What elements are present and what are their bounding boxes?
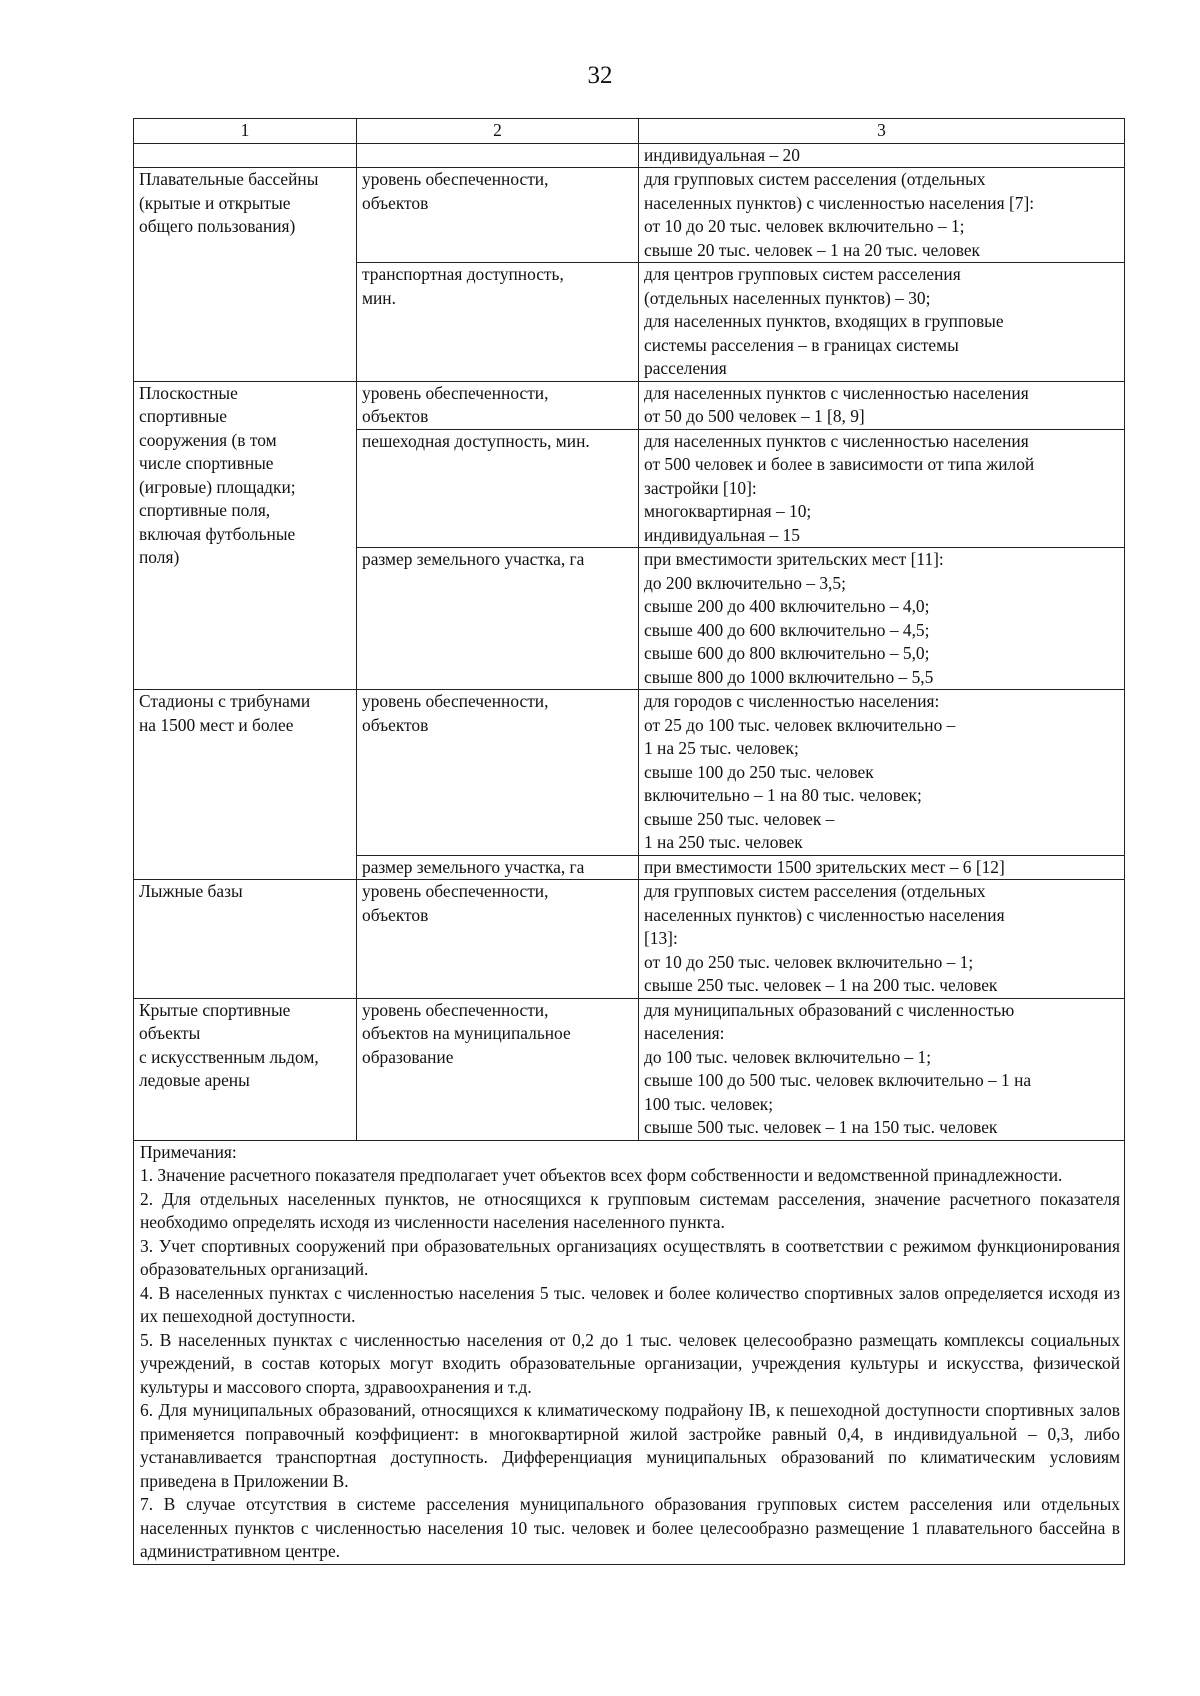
value-cell-line: от 500 человек и более в зависимости от типа жилой xyxy=(644,454,1035,474)
value-cell-line: для групповых систем расселения (отдельных xyxy=(644,169,986,189)
value-cell-line: застройки [10]: xyxy=(644,477,757,498)
value-cell-line: [13]: xyxy=(644,928,678,948)
object-cell-line: Лыжные базы xyxy=(139,881,243,901)
indicator-cell-line: уровень обеспеченности, xyxy=(362,382,549,403)
value-cell-line: расселения xyxy=(644,358,727,378)
header-col-2: 2 xyxy=(357,119,639,144)
indicator-cell xyxy=(357,263,639,382)
value-cell-line: населения: xyxy=(644,1023,725,1043)
value-cell-line: для населенных пунктов с численностью населения xyxy=(644,430,1029,451)
value-cell-line: для муниципальных образований с численностью xyxy=(644,999,1015,1020)
table-row xyxy=(134,690,1125,856)
object-cell-line: Крытые спортивные xyxy=(139,999,291,1020)
value-cell-line: до 200 включительно – 3,5; xyxy=(644,572,846,593)
table-row xyxy=(134,880,1125,999)
object-cell-line: числе спортивные xyxy=(139,453,274,473)
object-cell xyxy=(134,381,357,690)
indicator-cell-line: образование xyxy=(362,1046,454,1067)
indicator-cell xyxy=(357,548,639,690)
value-cell xyxy=(639,429,1125,548)
value-cell-line: от 50 до 500 человек – 1 [8, 9] xyxy=(644,406,865,426)
indicator-cell xyxy=(357,998,639,1140)
indicator-cell xyxy=(357,381,639,429)
continuation-row xyxy=(134,143,1125,168)
value-cell-line: (отдельных населенных пунктов) – 30; xyxy=(644,287,931,308)
object-cell xyxy=(134,143,357,168)
value-cell-line: от 25 до 100 тыс. человек включительно – xyxy=(644,714,956,735)
value-cell-line: для городов с численностью населения: xyxy=(644,691,940,711)
note-item: 3. Учет спортивных сооружений при образовательных организациях осуществлять в соответствии с режимом функционирования образовательных организаций. xyxy=(140,1235,1120,1279)
object-cell xyxy=(134,880,357,999)
note-item: 7. В случае отсутствия в системе расселения муниципального образования групповых систем расселения или отдельных населенных пунктов с численностью населения 10 тыс. человек и более целесообразно размещение 1 плавательного бассейна в административном центре. xyxy=(140,1494,1120,1561)
value-cell-line: населенных пунктов) с численностью населения xyxy=(644,904,1005,925)
value-cell-line: свыше 500 тыс. человек – 1 на 150 тыс. человек xyxy=(644,1117,998,1137)
object-cell-line: ледовые арены xyxy=(139,1070,250,1090)
indicator-cell-line: уровень обеспеченности, xyxy=(362,999,549,1020)
object-cell-line: Плоскостные xyxy=(139,382,238,403)
value-cell-line: до 100 тыс. человек включительно – 1; xyxy=(644,1046,932,1067)
notes-row xyxy=(134,1140,1125,1564)
indicator-cell-line: уровень обеспеченности, xyxy=(362,169,549,189)
indicator-cell-line: размер земельного участка, га xyxy=(362,549,585,569)
value-cell-line: 1 на 25 тыс. человек; xyxy=(644,738,799,758)
value-cell-line: для населенных пунктов с численностью населения xyxy=(644,382,1029,403)
indicator-cell-line: объектов xyxy=(362,904,429,925)
object-cell-line: спортивные xyxy=(139,406,228,426)
value-cell-line: индивидуальная – 20 xyxy=(644,144,800,165)
value-cell-line: 100 тыс. человек; xyxy=(644,1093,774,1114)
value-cell xyxy=(639,143,1125,168)
value-cell-line: системы расселения – в границах системы xyxy=(644,334,959,355)
note-item: 5. В населенных пунктах с численностью населения от 0,2 до 1 тыс. человек целесообразно размещать комплексы социальных учреждений, в состав которых могут входить образовательные организации, учреждения культуры и искусства, физической культуры и массового спорта, здравоохранения и т.д. xyxy=(140,1329,1120,1397)
object-cell-line: поля) xyxy=(139,547,180,567)
note-item: 1. Значение расчетного показателя предполагает учет объектов всех форм собственности и ведомственной принадлежности. xyxy=(140,1165,1063,1185)
value-cell xyxy=(639,880,1125,999)
value-cell-line: населенных пунктов) с численностью населения [7]: xyxy=(644,192,1035,213)
indicator-cell-line: мин. xyxy=(362,287,396,308)
value-cell xyxy=(639,548,1125,690)
indicator-cell-line: объектов на муниципальное xyxy=(362,1023,571,1043)
value-cell-line: включительно – 1 на 80 тыс. человек; xyxy=(644,785,922,805)
indicator-cell xyxy=(357,429,639,548)
value-cell-line: 1 на 250 тыс. человек xyxy=(644,832,803,852)
object-cell xyxy=(134,998,357,1140)
indicator-cell-line: уровень обеспеченности, xyxy=(362,881,549,901)
value-cell-line: индивидуальная – 15 xyxy=(644,524,800,545)
object-cell xyxy=(134,690,357,880)
value-cell-line: свыше 600 до 800 включительно – 5,0; xyxy=(644,643,930,663)
object-cell-line: спортивные поля, xyxy=(139,500,271,520)
value-cell xyxy=(639,998,1125,1140)
value-cell-line: при вместимости 1500 зрительских мест – 6 [12] xyxy=(644,856,1005,877)
indicator-cell-line: уровень обеспеченности, xyxy=(362,691,549,711)
indicator-cell-line: пешеходная доступность, мин. xyxy=(362,430,590,451)
table-row xyxy=(134,998,1125,1140)
value-cell-line: при вместимости зрительских мест [11]: xyxy=(644,549,944,569)
note-item: 2. Для отдельных населенных пунктов, не относящихся к групповым системам расселения, значение расчетного показателя необходимо определять исходя из численности населения населенного пункта. xyxy=(140,1188,1120,1232)
indicator-cell xyxy=(357,690,639,856)
object-cell-line: объекты xyxy=(139,1023,201,1043)
indicator-cell-line: объектов xyxy=(362,714,429,735)
object-cell-line: (крытые и открытые xyxy=(139,192,291,213)
note-item: 6. Для муниципальных образований, относящихся к климатическому подрайону IВ, к пешеходной доступности спортивных залов применяется поправочный коэффициент: в многоквартирной жилой застройке равный 0,4, в индивидуальной – 0,3, либо устанавливается транспортная доступность. Дифференциация муниципальных образований по климатическим условиям приведена в Приложении В. xyxy=(140,1400,1120,1491)
indicator-cell xyxy=(357,143,639,168)
value-cell-line: свыше 800 до 1000 включительно – 5,5 xyxy=(644,666,934,687)
object-cell-line: общего пользования) xyxy=(139,216,296,236)
table-row xyxy=(134,168,1125,263)
indicator-cell-line: транспортная доступность, xyxy=(362,264,564,284)
value-cell-line: для населенных пунктов, входящих в групповые xyxy=(644,311,1004,331)
value-cell-line: свыше 100 до 500 тыс. человек включительно – 1 на xyxy=(644,1070,1032,1090)
object-cell-line: (игровые) площадки; xyxy=(139,476,296,497)
object-cell-line: Плавательные бассейны xyxy=(139,169,319,189)
indicator-cell-line: размер земельного участка, га xyxy=(362,856,585,877)
indicator-cell xyxy=(357,168,639,263)
value-cell-line: свыше 20 тыс. человек – 1 на 20 тыс. человек xyxy=(644,239,980,260)
header-col-3: 3 xyxy=(639,119,1125,144)
value-cell-line: от 10 до 250 тыс. человек включительно – 1; xyxy=(644,951,974,972)
value-cell-line: свыше 200 до 400 включительно – 4,0; xyxy=(644,596,930,616)
header-row xyxy=(134,119,1125,144)
object-cell-line: на 1500 мест и более xyxy=(139,714,294,735)
notes-cell xyxy=(134,1140,1125,1564)
value-cell xyxy=(639,690,1125,856)
object-cell-line: сооружения (в том xyxy=(139,429,277,450)
value-cell-line: свыше 250 тыс. человек – 1 на 200 тыс. человек xyxy=(644,975,998,995)
header-col-1: 1 xyxy=(134,119,357,144)
indicator-cell xyxy=(357,880,639,999)
value-cell xyxy=(639,168,1125,263)
value-cell-line: от 10 до 20 тыс. человек включительно – 1; xyxy=(644,216,965,236)
value-cell xyxy=(639,263,1125,382)
object-cell-line: Стадионы с трибунами xyxy=(139,691,311,711)
value-cell-line: свыше 400 до 600 включительно – 4,5; xyxy=(644,619,930,640)
indicator-cell xyxy=(357,855,639,880)
value-cell-line: многоквартирная – 10; xyxy=(644,501,812,521)
value-cell-line: свыше 250 тыс. человек – xyxy=(644,808,835,829)
value-cell-line: для центров групповых систем расселения xyxy=(644,264,961,284)
page-number: 32 xyxy=(587,62,613,89)
value-cell xyxy=(639,381,1125,429)
table-row xyxy=(134,381,1125,429)
value-cell xyxy=(639,855,1125,880)
note-item: 4. В населенных пунктах с численностью населения 5 тыс. человек и более количество спортивных залов определяется исходя из их пешеходной доступности. xyxy=(140,1282,1120,1326)
indicator-cell-line: объектов xyxy=(362,406,429,426)
indicator-cell-line: объектов xyxy=(362,192,429,213)
table-body xyxy=(134,119,1125,1565)
value-cell-line: свыше 100 до 250 тыс. человек xyxy=(644,761,874,782)
value-cell-line: для групповых систем расселения (отдельных xyxy=(644,881,986,901)
object-cell xyxy=(134,168,357,382)
object-cell-line: включая футбольные xyxy=(139,523,296,544)
object-cell-line: с искусственным льдом, xyxy=(139,1046,319,1067)
norms-table xyxy=(133,118,1125,1565)
notes-title: Примечания: xyxy=(140,1141,237,1162)
